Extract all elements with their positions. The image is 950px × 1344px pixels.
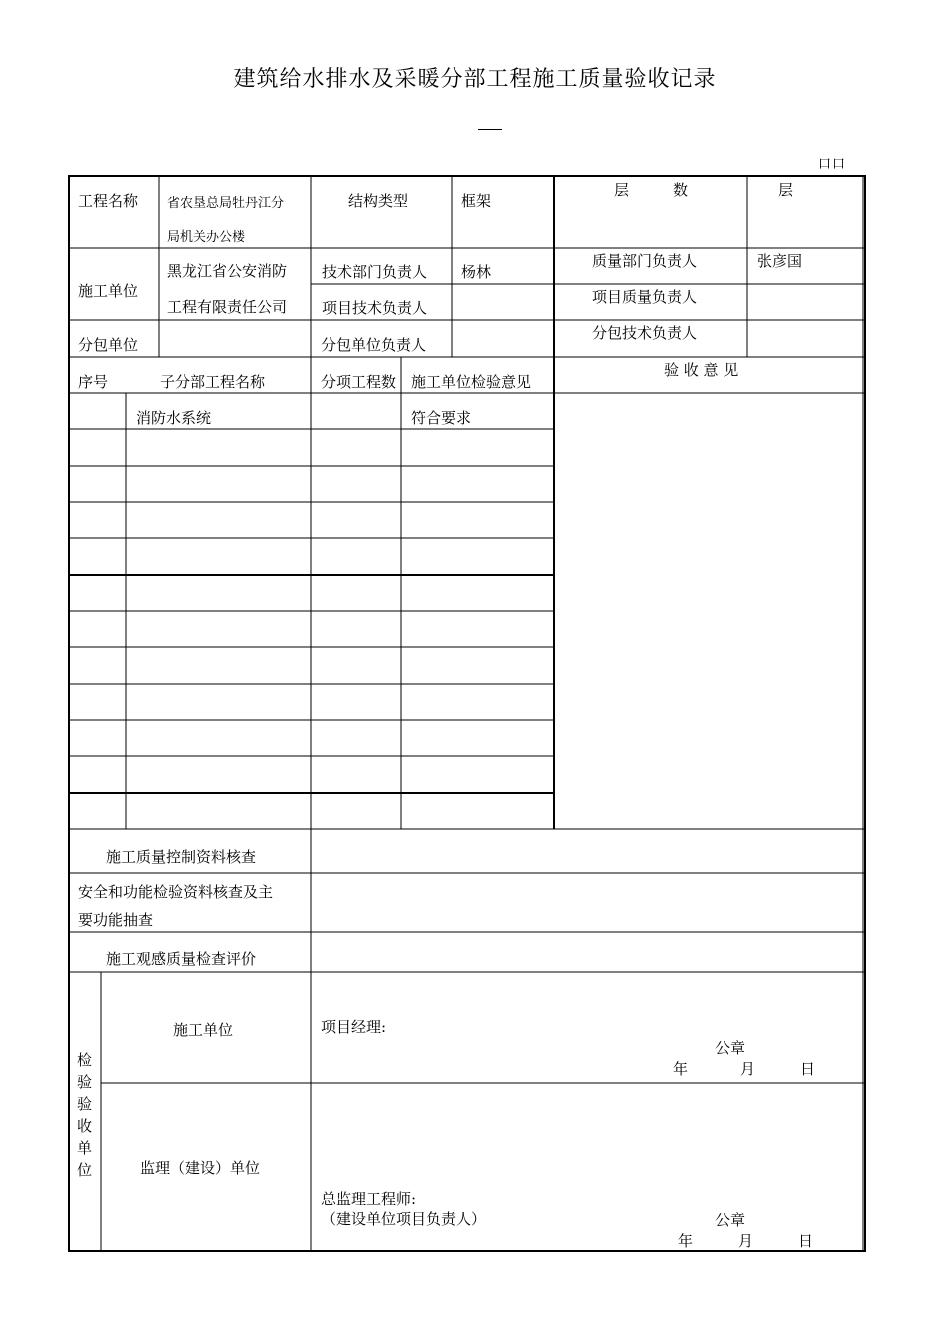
sub-unit-head-label: 分包单位负责人 [321,336,427,354]
contractor-label: 施工单位 [78,282,139,300]
table-row-opinion: 符合要求 [411,409,472,427]
quality-docs-check-label: 施工质量控制资料核查 [106,848,257,866]
project-tech-head-label: 项目技术负责人 [322,299,428,317]
supervision-unit-label: 监理（建设）单位 [140,1159,261,1177]
subcontractor-label: 分包单位 [78,336,139,354]
contractor-date-year: 年 [673,1060,689,1078]
safety-check-label-line1: 安全和功能检验资料核查及主 [78,883,274,901]
tech-dept-head-label: 技术部门负责人 [322,263,428,281]
quality-dept-head-label: 质量部门负责人 [592,252,698,270]
contractor-value-line2: 工程有限责任公司 [167,298,288,316]
acceptance-vertical-char: 收 [77,1117,93,1135]
supervision-date-year: 年 [678,1232,694,1250]
contractor-date-month: 月 [740,1060,756,1078]
acceptance-vertical-char: 检 [77,1051,93,1069]
project-name-value-line2: 局机关办公楼 [167,230,246,245]
structure-type-label: 结构类型 [348,192,409,210]
owner-head-label: （建设单位项目负责人） [321,1210,487,1228]
supervision-date-day: 日 [798,1232,814,1250]
tech-dept-head-value: 杨林 [461,263,492,281]
column-header-sub-division: 子分部工程名称 [160,373,266,391]
acceptance-vertical-char: 单 [77,1139,93,1157]
column-header-acceptance-opinion: 验 收 意 见 [664,361,739,379]
project-name-value-line1: 省农垦总局牡丹江分 [167,196,285,211]
acceptance-vertical-char: 位 [77,1161,93,1179]
form-title: 建筑给水排水及采暖分部工程施工质量验收记录 [233,67,717,92]
structure-type-value: 框架 [461,192,492,210]
quality-dept-head-value: 张彦国 [757,252,803,270]
acceptance-vertical-char: 验 [77,1073,93,1091]
floors-unit: 层 [778,181,794,199]
floors-label-b: 数 [673,181,689,199]
column-header-inspection-opinion: 施工单位检验意见 [411,373,532,391]
contractor-unit-label: 施工单位 [173,1021,234,1039]
sub-tech-head-label: 分包技术负责人 [592,324,698,342]
appearance-check-label: 施工观感质量检查评价 [106,950,257,968]
project-quality-head-label: 项目质量负责人 [592,288,698,306]
table-row-name: 消防水系统 [136,409,212,427]
acceptance-vertical-char: 验 [77,1095,93,1113]
column-header-item-count: 分项工程数 [321,373,397,391]
safety-check-label-line2: 要功能抽查 [78,911,154,929]
contractor-value-line1: 黑龙江省公安消防 [167,262,288,280]
checkbox-marks: 口口 [818,157,847,172]
contractor-seal-label: 公章 [715,1039,746,1057]
contractor-date-day: 日 [800,1060,816,1078]
supervision-seal-label: 公章 [715,1211,746,1229]
floors-label-a: 层 [614,181,630,199]
column-header-seq: 序号 [78,373,109,391]
project-name-label: 工程名称 [78,192,139,210]
chief-supervisor-label: 总监理工程师: [321,1190,417,1208]
supervision-date-month: 月 [738,1232,754,1250]
project-manager-label: 项目经理: [321,1018,387,1036]
